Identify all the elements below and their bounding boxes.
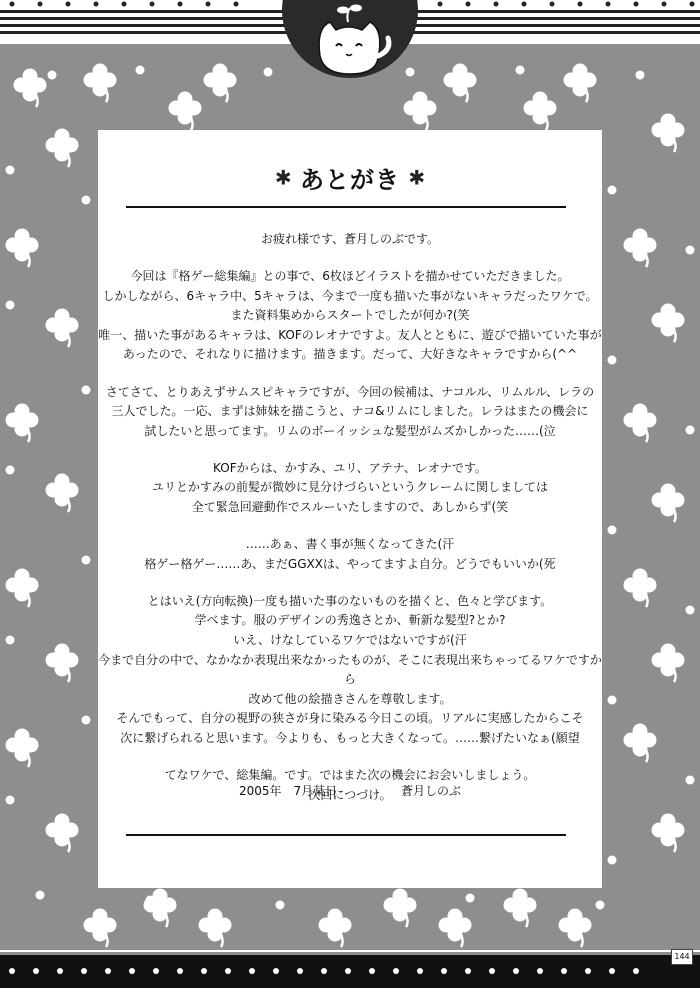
- body-line: 学べます。服のデザインの秀逸さとか、斬新な髪型?とか?: [194, 613, 506, 628]
- signature-author: 蒼月しのぶ: [401, 784, 462, 798]
- afterword-body: [98, 230, 602, 805]
- body-line: 唯一、描いた事があるキャラは、KOFのレオナですよ。友人とともに、遊びで描いていた事が: [98, 327, 602, 342]
- body-line: 次に繋げられると思います。今よりも、もっと大きくなって。……繋げたいなぁ(願望: [120, 730, 580, 745]
- page-title: [98, 160, 602, 195]
- body-line: しかしながら、6キャラ中、5キャラは、今まで一度も描いた事がないキャラだったワケで。: [102, 288, 598, 303]
- cat-mascot-icon: [280, 0, 420, 90]
- body-line: また資料集めからスタートでしたが何か?(笑: [230, 308, 470, 323]
- body-line: 今回は『格ゲー総集編』との事で、6枚ほどイラストを描かせていただきました。: [130, 269, 570, 284]
- body-line: お疲れ様です、蒼月しのぶです。: [260, 232, 440, 246]
- signature-date: 2005年 7月某日: [238, 784, 338, 798]
- asterisk-right-icon: ✱: [408, 165, 426, 190]
- body-line: ユリとかすみの前髪が微妙に見分けづらいというクレームに関しましては: [151, 480, 548, 495]
- body-line: ……あぁ、書く事が無くなってきた(汗: [245, 537, 455, 552]
- asterisk-left-icon: ✱: [274, 165, 292, 190]
- body-line: 三人でした。一応、まずは姉妹を描こうと、ナコ&リムにしました。レラはまたの機会に: [111, 404, 589, 419]
- afterword-card: [98, 130, 602, 888]
- body-line: とはいえ(方向転換)一度も描いた事のないものを描くと、色々と学びます。: [147, 593, 553, 608]
- signature: [98, 782, 602, 799]
- page-number: 144: [671, 949, 693, 965]
- body-line: 改めて他の絵描きさんを尊敬します。: [248, 691, 452, 706]
- title-text: あとがき: [300, 166, 400, 194]
- bottom-divider: [126, 834, 566, 836]
- body-line: いえ、けなしているワケではないですが(汗: [233, 633, 467, 647]
- body-line: 格ゲー格ゲー……あ、まだGGXXは、やってますよ自分。どうでもいいか(死: [144, 556, 556, 571]
- top-divider: [126, 206, 566, 208]
- body-line: そんでもって、自分の視野の狭さが身に染みる今日この頃。リアルに実感したからこそ: [116, 711, 584, 726]
- body-line: 全て緊急回避動作でスルーいたしますので、あしからず(笑: [191, 500, 509, 515]
- body-line: 今まで自分の中で、なかなか表現出来なかったものが、そこに表現出来ちゃってるワケですから: [98, 652, 602, 687]
- body-line: KOFからは、かすみ、ユリ、アテナ、レオナです。: [213, 460, 487, 475]
- body-line: さてさて、とりあえずサムスピキャラですが、今回の候補は、ナコルル、リムルル、レラの: [105, 384, 595, 399]
- body-line: 試したいと思ってます。リムのボーイッシュな髪型がムズかしかった……(泣: [144, 423, 556, 438]
- body-line: あったので、それなりに描けます。描きます。だって、大好きなキャラですから(^^: [122, 347, 578, 362]
- body-line: てなワケで、総集編。です。ではまた次の機会にお会いしましょう。: [164, 768, 536, 783]
- body-line: 次回につづけ。: [308, 787, 392, 802]
